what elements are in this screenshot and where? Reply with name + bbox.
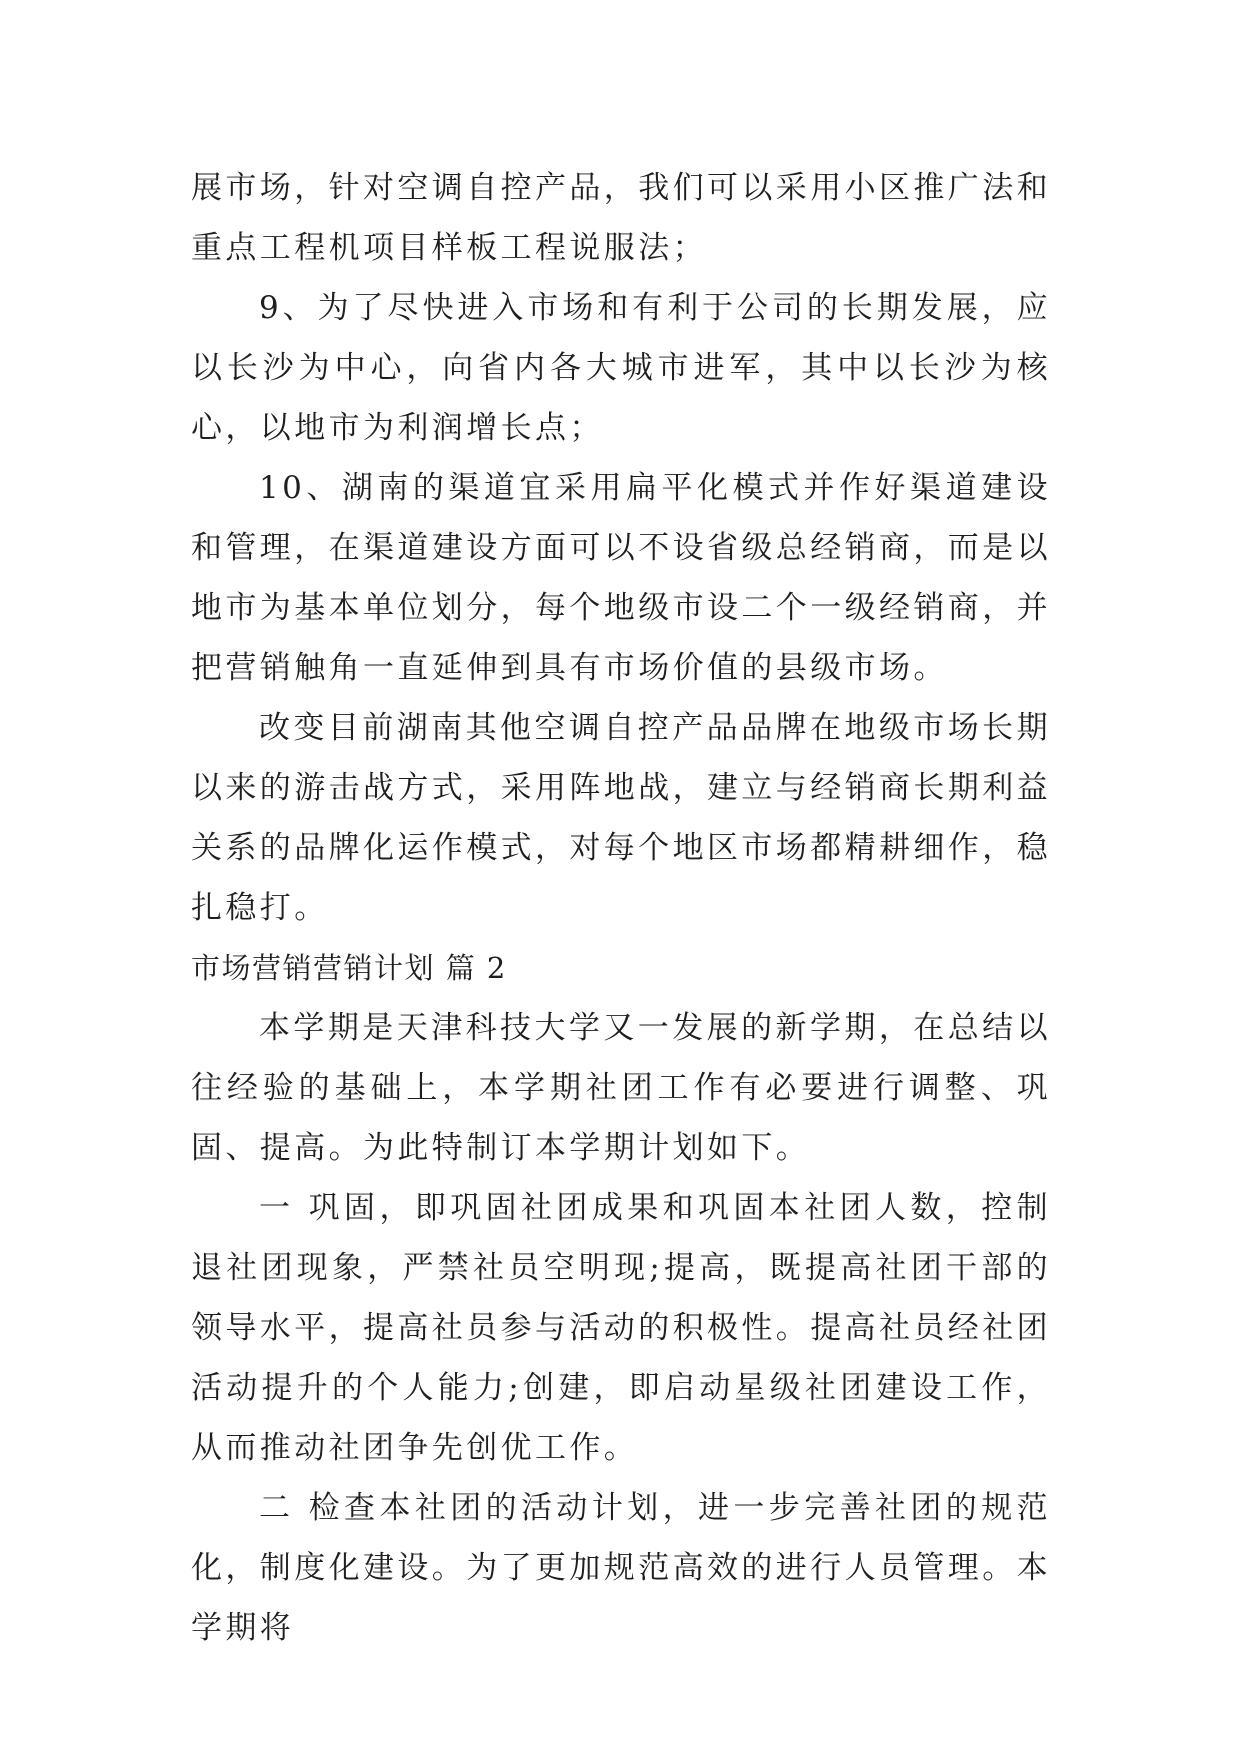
- section-heading: 市场营销营销计划 篇 2: [191, 951, 507, 985]
- paragraph-continuation: 展市场，针对空调自控产品，我们可以采用小区推广法和重点工程机项目样板工程说服法；: [191, 170, 1051, 266]
- paragraph-point-one: 一 巩固，即巩固社团成果和巩固本社团人数，控制退社团现象，严禁社员空明现;提高，既提高社团干部的领导水平，提高社员参与活动的积极性。提高社员经社团活动提升的个人能力;创建，即启动星级社团建设工作，从而推动社团争先创优工作。: [191, 1190, 1051, 1466]
- paragraph-item-9: 9、为了尽快进入市场和有利于公司的长期发展，应以长沙为中心，向省内各大城市进军，其中以长沙为核心，以地市为利润增长点；: [191, 290, 1051, 446]
- paragraph-item-10: 10、湖南的渠道宜采用扁平化模式并作好渠道建设和管理，在渠道建设方面可以不设省级总经销商，而是以地市为基本单位划分，每个地级市设二个一级经销商，并把营销触角一直延伸到具有市场价值的县级市场。: [191, 470, 1051, 686]
- paragraph-point-two: 二 检查本社团的活动计划，进一步完善社团的规范化，制度化建设。为了更加规范高效的进行人员管理。本学期将: [191, 1490, 1051, 1646]
- document-body: [191, 158, 1051, 1658]
- paragraph-intro: 本学期是天津科技大学又一发展的新学期，在总结以往经验的基础上，本学期社团工作有必要进行调整、巩固、提高。为此特制订本学期计划如下。: [191, 1010, 1051, 1166]
- paragraph-strategy: 改变目前湖南其他空调自控产品品牌在地级市场长期以来的游击战方式，采用阵地战，建立与经销商长期利益关系的品牌化运作模式，对每个地区市场都精耕细作，稳扎稳打。: [191, 710, 1051, 926]
